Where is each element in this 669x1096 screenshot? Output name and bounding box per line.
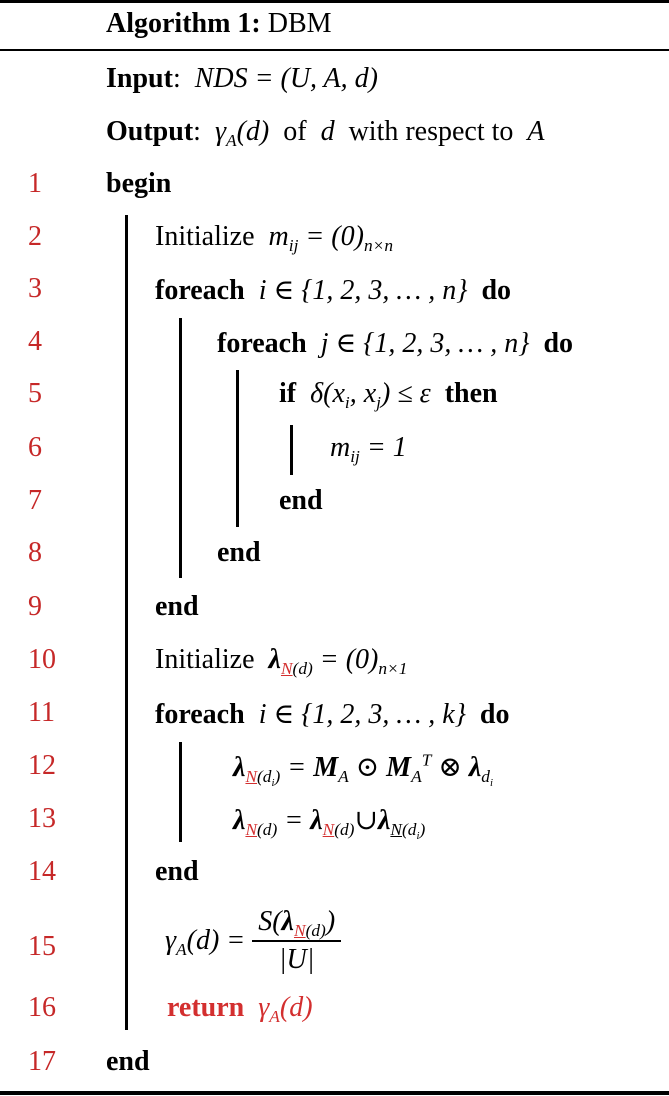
algorithm-name: DBM	[267, 8, 332, 39]
line-number: 16	[28, 992, 56, 1023]
line-number: 14	[28, 856, 56, 887]
algorithm-label: Algorithm 1:	[106, 8, 261, 39]
gamma-formula: $\gamma_A(d)$ = $\frac{S(\lambda_{N(d)})}{|U|}$	[165, 906, 341, 976]
line-number: 17	[28, 1046, 56, 1077]
do-keyword: do	[543, 328, 574, 359]
foreach-keyword: foreach	[155, 699, 245, 730]
foreach-i-block-bar	[179, 318, 182, 578]
matrix-init-expr: $m_{ij} = (0)_{n\times n}$	[268, 221, 394, 256]
output-wrt: with respect to	[348, 116, 514, 147]
output-line: Output: $\gamma_A(d)$ of d with respect to A	[106, 116, 545, 151]
lambda-di-expr: $\lambda_{N(d_i)} = M_A$ ⊙ $M_A^T$ ⊗ $\lambda_{d_i}$	[233, 750, 493, 789]
output-label: Output	[106, 116, 194, 147]
line-number: 12	[28, 750, 56, 781]
line-4	[217, 326, 573, 360]
foreach-j-block-bar	[236, 370, 239, 527]
assign-expr: $m_{ij} = 1$	[330, 432, 407, 467]
output-of: of	[283, 116, 307, 147]
input-label: Input	[106, 63, 173, 94]
do-keyword: do	[479, 699, 510, 730]
input-line: Input: NDS = (U, A, d)	[106, 63, 378, 94]
line-number: 11	[28, 697, 55, 728]
line-11	[155, 697, 510, 731]
foreach-keyword: foreach	[155, 275, 245, 306]
initialize-keyword: Initialize	[155, 644, 255, 675]
line-3	[155, 273, 511, 307]
return-expr: $\gamma_A(d)$	[258, 992, 313, 1027]
line-number: 13	[28, 803, 56, 834]
line-number: 7	[28, 485, 42, 516]
if-keyword: if	[279, 378, 297, 409]
initialize-keyword: Initialize	[155, 221, 255, 252]
input-expr: NDS = (U, A, d)	[194, 63, 378, 94]
return-keyword: return	[167, 992, 245, 1023]
line-5	[279, 378, 498, 413]
line-number: 6	[28, 432, 42, 463]
line-10	[155, 644, 408, 679]
line-number: 3	[28, 273, 42, 304]
line-number: 15	[28, 931, 56, 962]
then-keyword: then	[444, 378, 498, 409]
line-number: 9	[28, 591, 42, 622]
do-keyword: do	[481, 275, 512, 306]
begin-keyword: begin	[106, 168, 172, 199]
algorithm-header	[106, 8, 332, 40]
lambda-init-expr: $\lambda_{N(d)} = (0)_{n\times 1}$	[268, 644, 408, 679]
foreach-j-expr: j ∈ {1, 2, 3, … , n}	[320, 328, 530, 359]
end-keyword: end	[155, 856, 199, 887]
foreach-i-expr: i ∈ {1, 2, 3, … , n}	[258, 275, 468, 306]
end-keyword: end	[106, 1046, 150, 1077]
foreach-k-block-bar	[179, 742, 182, 842]
output-d: d	[320, 116, 335, 147]
line-2	[155, 221, 394, 256]
line-number: 10	[28, 644, 56, 675]
output-gamma: $\gamma_A(d)$	[214, 116, 270, 151]
if-block-bar	[290, 425, 293, 475]
end-keyword: end	[279, 485, 323, 516]
top-rule	[0, 0, 669, 3]
line-number: 8	[28, 537, 42, 568]
lambda-union-expr: $\lambda_{N(d)}$ = $\lambda_{N(d)}\cup\lambda_{N(d_i)}$	[233, 805, 426, 842]
foreach-k-expr: i ∈ {1, 2, 3, … , k}	[258, 699, 466, 730]
line-number: 2	[28, 221, 42, 252]
foreach-keyword: foreach	[217, 328, 307, 359]
line-16	[167, 992, 313, 1027]
line-number: 1	[28, 168, 42, 199]
begin-block-bar	[125, 215, 128, 1030]
gamma-fraction: $\frac{S(\lambda_{N(d)})}{|U|}$	[252, 906, 341, 976]
line-number: 4	[28, 326, 42, 357]
output-a: A	[527, 116, 545, 147]
if-condition-expr: $\delta(x_i$, $x_j) \le \varepsilon$	[310, 378, 431, 413]
bottom-rule	[0, 1091, 669, 1095]
end-keyword: end	[217, 537, 261, 568]
end-keyword: end	[155, 591, 199, 622]
header-rule	[0, 49, 669, 51]
line-number: 5	[28, 378, 42, 409]
